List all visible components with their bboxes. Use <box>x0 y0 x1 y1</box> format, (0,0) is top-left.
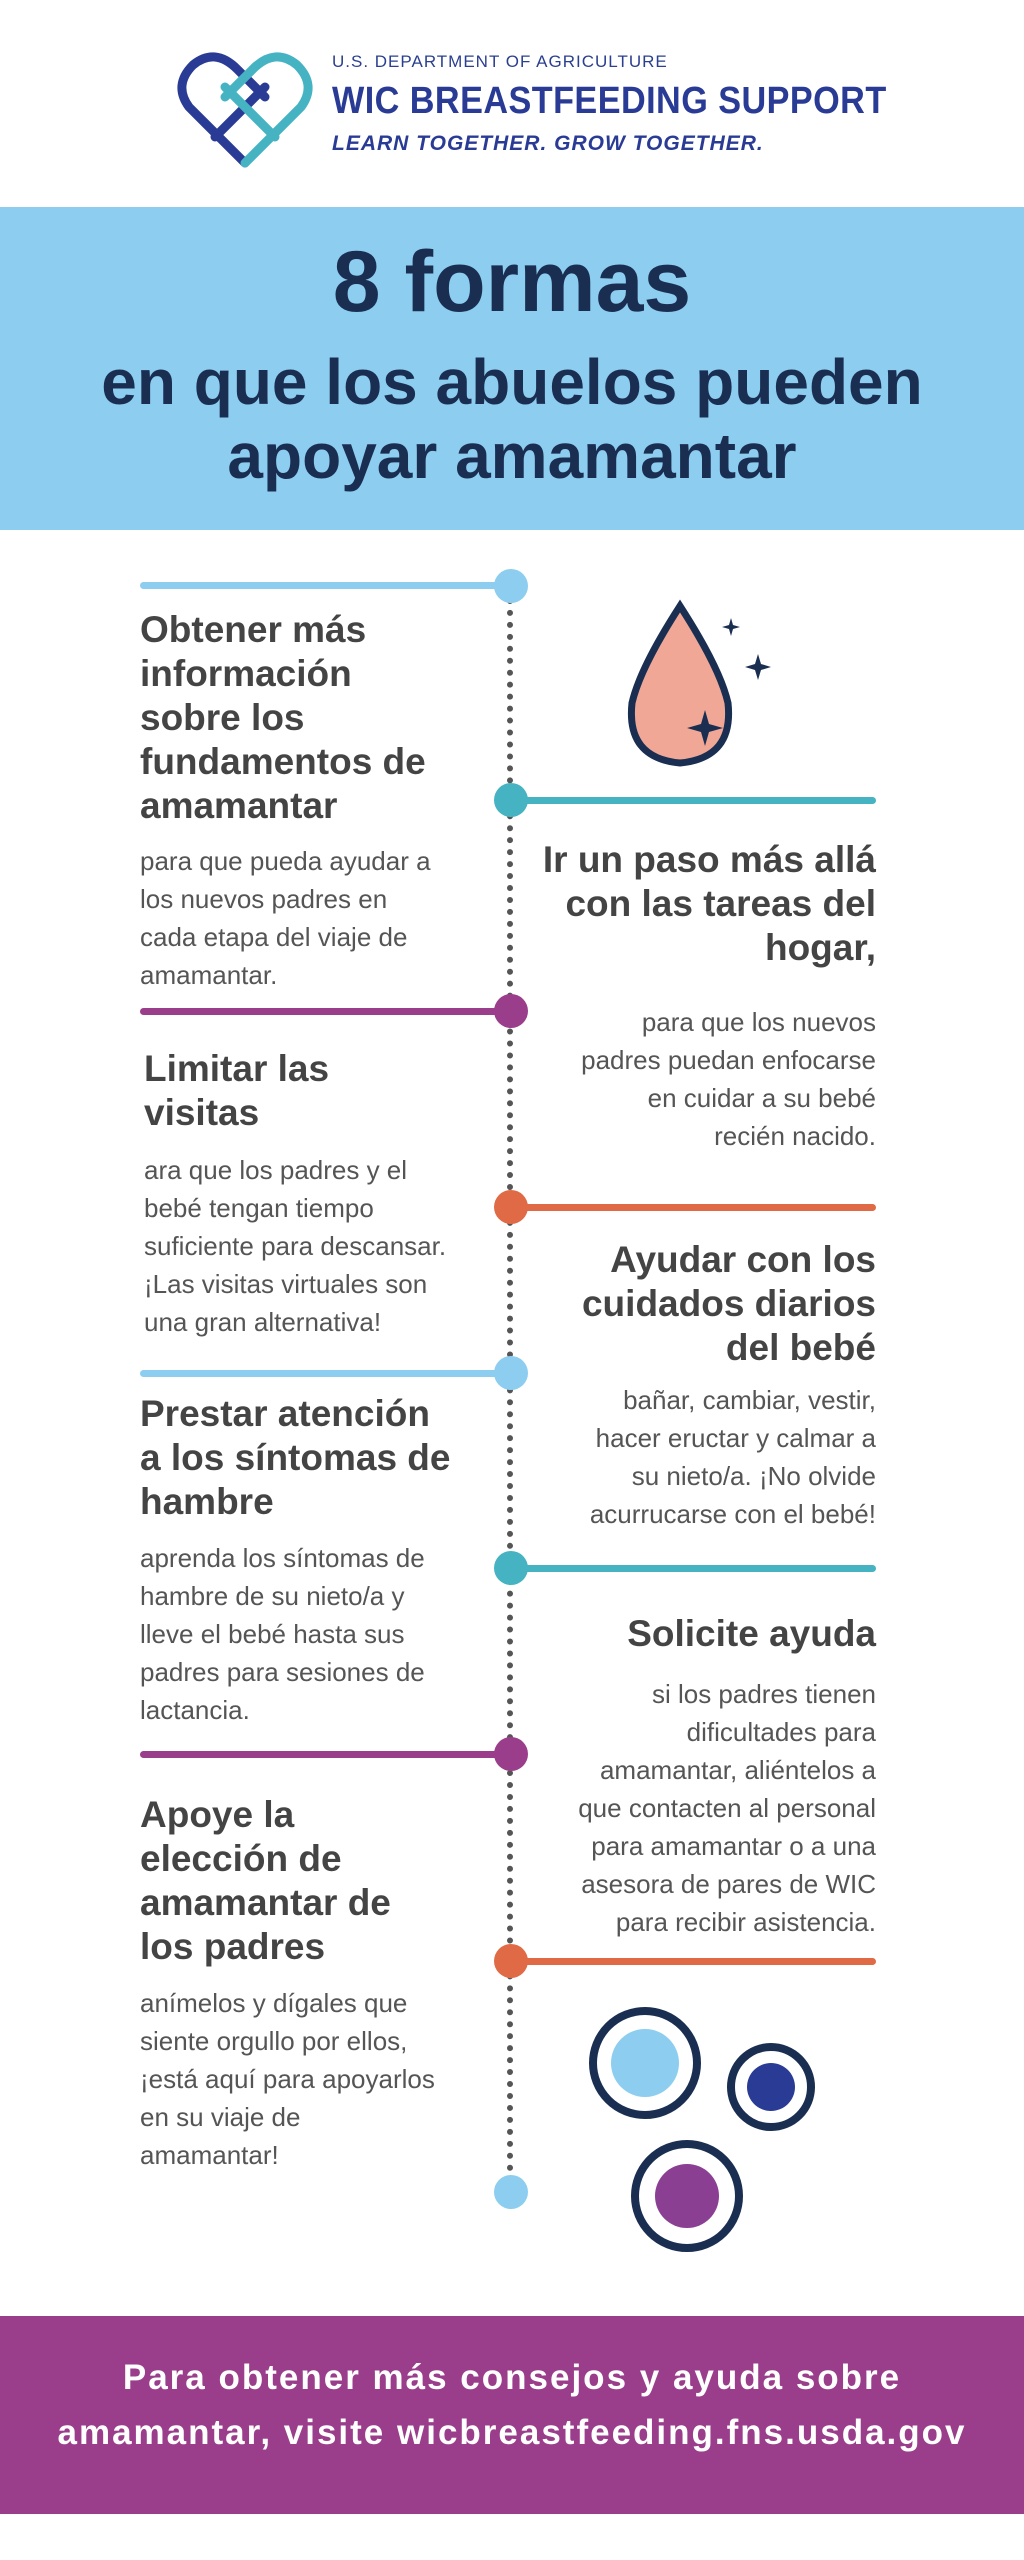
subtitle-line-1: en que los abuelos pueden <box>101 346 923 418</box>
item-5-heading: Prestar atención a los síntomas de hambre <box>140 1393 451 1522</box>
connector-line-3 <box>140 1008 510 1015</box>
item-4-body: bañar, cambiar, vestir, hacer eructar y calmar a su nieto/a. ¡No olvide acurrucarse con el bebé! <box>589 1385 876 1529</box>
timeline-end-dot <box>494 2175 528 2209</box>
timeline-dot-3 <box>494 994 528 1028</box>
connector-line-7 <box>140 1751 510 1758</box>
timeline-dot-5 <box>494 1356 528 1390</box>
item-3-body: ara que los padres y el bebé tengan tiempo suficiente para descansar. ¡Las visitas virtuales son una gran alternativa! <box>144 1155 447 1337</box>
connector-line-2 <box>510 797 876 804</box>
program-name: WIC BREASTFEEDING SUPPORT <box>332 80 887 122</box>
item-2-body: para que los nuevos padres puedan enfocarse en cuidar a su bebé recién nacido. <box>581 1007 876 1151</box>
connector-line-8 <box>510 1958 876 1965</box>
item-2-heading: Ir un paso más allá con las tareas del hogar, <box>542 839 876 968</box>
connector-line-4 <box>510 1204 876 1211</box>
item-6-heading: Solicite ayuda <box>627 1613 876 1654</box>
agency-name: U.S. DEPARTMENT OF AGRICULTURE <box>332 52 668 71</box>
connector-line-1 <box>140 582 510 589</box>
page-subtitle <box>0 345 1024 493</box>
timeline-dot-1 <box>494 569 528 603</box>
item-5-body: aprenda los síntomas de hambre de su nieto/a y lleve el bebé hasta sus padres para sesiones de lactancia. <box>140 1543 425 1725</box>
connector-line-5 <box>140 1370 510 1377</box>
item-7-body: anímelos y dígales que siente orgullo por ellos, ¡está aquí para apoyarlos en su viaje de amamantar! <box>140 1988 435 2170</box>
footer-text: Para obtener más consejos y ayuda sobre amamantar, visite wicbreastfeeding.fns.usda.gov <box>57 2358 967 2452</box>
item-1-body: para que pueda ayudar a los nuevos padres en cada etapa del viaje de amamantar. <box>140 846 431 990</box>
item-1-heading: Obtener más información sobre los fundamentos de amamantar <box>140 609 426 826</box>
connector-line-6 <box>510 1565 876 1572</box>
item-3-heading: Limitar las visitas <box>144 1048 330 1133</box>
item-6-body: si los padres tienen dificultades para amamantar, aliéntelos a que contacten al personal para amamantar o a una asesora de pares de WIC para recibir asistencia. <box>578 1679 876 1937</box>
item-4-heading: Ayudar con los cuidados diarios del bebé <box>581 1239 876 1368</box>
milk-circles-icon <box>585 2003 825 2258</box>
milk-drop-sparkle-icon <box>620 598 780 773</box>
subtitle-line-2: apoyar amamantar <box>227 420 797 492</box>
page-title: 8 formas <box>332 234 692 330</box>
wic-heart-logo-icon <box>175 45 317 170</box>
program-tagline: LEARN TOGETHER. GROW TOGETHER. <box>332 132 764 155</box>
item-7-heading: Apoye la elección de amamantar de los padres <box>140 1794 391 1967</box>
